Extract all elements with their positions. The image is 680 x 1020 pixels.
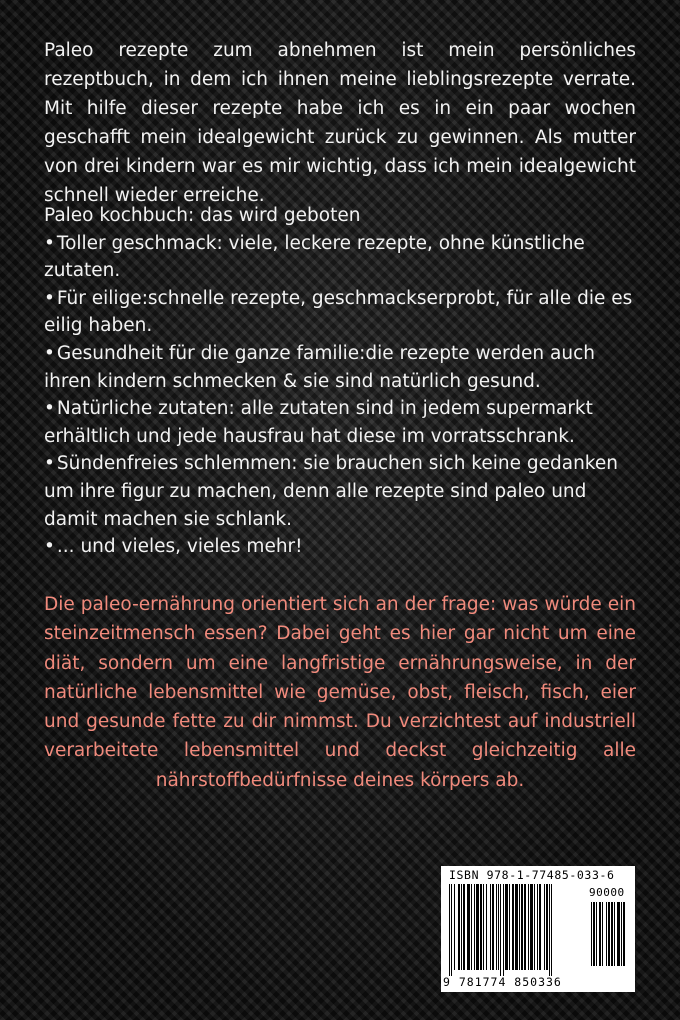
barcode-bar — [544, 884, 545, 970]
addon-barcode-bars — [591, 902, 631, 972]
barcode-bar — [617, 902, 620, 966]
feature-item — [44, 450, 636, 533]
feature-text: Gesundheit für die ganze familie:die rezepte werden auch ihren kindern schmecken & sie sind natürlich gesund. — [44, 342, 595, 392]
paleo-description: Die paleo-ernährung orientiert sich an der frage: was würde ein steinzeitmensch essen? Dabei geht es hier gar nicht um eine diät, sondern um eine langfristige ernährungsweise, in der natürliche lebensmittel wie gemüse, obst, fleisch, fisch, eier und gesunde fette zu dir nimmst. Du verzichtest auf industriell verarbeitete lebensmittel und deckst gleichzeitig alle nährstoffbedürfnisse deines körpers ab. — [44, 594, 636, 791]
feature-item — [44, 340, 636, 395]
features-list — [44, 230, 636, 561]
barcode-bar — [509, 884, 510, 970]
barcode-bar — [521, 884, 523, 970]
bullet-icon: • — [44, 342, 55, 364]
feature-text: Toller geschmack: viele, leckere rezepte, ohne künstliche zutaten. — [44, 232, 585, 282]
barcode-bar — [621, 902, 622, 966]
ean-digits: 9 781774 850336 — [443, 975, 562, 989]
features-heading: Paleo kochbuch: das wird geboten — [44, 205, 361, 226]
barcode-bar — [474, 884, 475, 970]
barcode-bar — [606, 902, 607, 966]
barcode-bar — [549, 884, 550, 976]
barcode-bar — [524, 884, 526, 970]
feature-text: Natürliche zutaten: alle zutaten sind in jedem supermarkt erhältlich und jede hausfrau hat diese im vorratsschrank. — [44, 398, 593, 447]
barcode-bar — [463, 884, 465, 970]
barcode-bar — [534, 884, 535, 970]
barcode-bar — [458, 884, 460, 970]
barcode-bar — [614, 902, 615, 966]
ean-barcode-bars — [449, 884, 585, 976]
barcode-bar — [515, 884, 518, 970]
barcode-bar — [537, 884, 538, 970]
barcode-bar — [492, 884, 494, 970]
barcode-bar — [467, 884, 470, 970]
feature-text: Für eilige:schnelle rezepte, geschmackserprobt, für alle die es eilig haben. — [44, 287, 633, 337]
barcode-bar — [498, 884, 499, 970]
barcode-bar — [608, 902, 610, 966]
barcode-bar — [486, 884, 487, 970]
barcode-bar — [471, 884, 472, 970]
barcode-bar — [602, 902, 603, 966]
barcode-bar — [503, 884, 504, 976]
barcode-bar — [483, 884, 484, 970]
barcode-bar — [623, 902, 625, 966]
isbn-label: ISBN 978-1-77485-033-6 — [449, 868, 615, 882]
feature-item — [44, 230, 636, 285]
barcode-bar — [611, 902, 613, 966]
barcode-bar — [528, 884, 529, 970]
feature-item — [44, 285, 636, 340]
feature-text: ... und vieles, vieles mehr! — [56, 536, 303, 558]
feature-text: Sündenfreies schlemmen: sie brauchen sich keine gedanken um ihre figur zu machen, denn alle rezepte sind paleo und damit machen sie schlank. — [44, 453, 618, 530]
barcode-bar — [591, 902, 592, 966]
barcode-bar — [500, 884, 501, 976]
barcode-bar — [593, 902, 595, 966]
barcode-bar — [461, 884, 462, 970]
barcode-bar — [505, 884, 508, 970]
barcode-bar — [496, 884, 497, 970]
barcode-bar — [454, 884, 455, 970]
barcode-bar — [512, 884, 514, 970]
barcode-bar — [490, 884, 491, 970]
barcode-bar — [480, 884, 482, 970]
isbn-barcode — [441, 866, 635, 992]
intro-paragraph: Paleo rezepte zum abnehmen ist mein persönliches rezeptbuch, in dem ich ihnen meine lieblingsrezepte verrate. Mit hilfe dieser rezepte habe ich es in ein paar wochen geschafft mein idealgewicht zurück zu gewinnen. Als mutter von drei kindern war es mir wichtig, dass ich mein idealgewicht schnell wieder erreiche. — [44, 40, 636, 206]
barcode-bar — [596, 902, 597, 966]
features-section — [44, 202, 636, 561]
barcode-bar — [449, 884, 450, 976]
barcode-bar — [476, 884, 479, 970]
barcode-bar — [530, 884, 533, 970]
barcode-bar — [539, 884, 541, 970]
bullet-icon: • — [44, 453, 55, 475]
barcode-bar — [519, 884, 520, 970]
feature-item — [44, 395, 636, 450]
bullet-icon: • — [44, 536, 55, 558]
price-addon-number: 90000 — [589, 886, 625, 899]
barcode-bar — [551, 884, 552, 976]
bullet-icon: • — [44, 287, 55, 309]
barcode-bar — [599, 902, 601, 966]
barcode-bar — [451, 884, 452, 976]
bullet-icon: • — [44, 398, 55, 420]
feature-item — [44, 533, 636, 561]
barcode-bar — [546, 884, 548, 970]
bullet-icon: • — [44, 232, 55, 254]
